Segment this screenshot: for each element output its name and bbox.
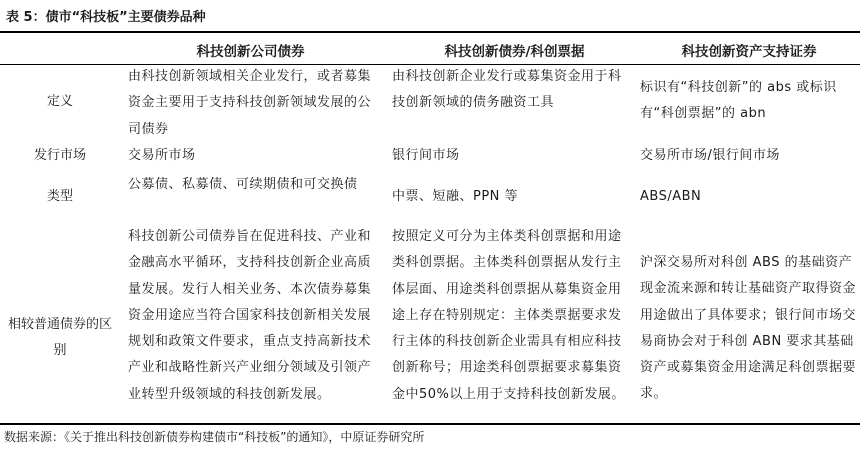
row-label-definition: 定义: [46, 94, 73, 109]
row-label-type: 类型: [46, 189, 73, 204]
column-header-tech-notes: 科技创新债券/科创票据: [444, 44, 585, 60]
top-rule: [0, 31, 860, 33]
table-cell: 按照定义可分为主体类科创票据和用途类科创票据。主体类科创票据从发行主体层面、用途类科创票据从募集资金用途上存在特别规定：主体类票据要求发行主体的科技创新企业需具有相应科技创新称号；用途类科创票据要求募集资金中50%以上用于支持科技创新发展。: [392, 229, 625, 402]
table-cell: 交易所市场/银行间市场: [640, 148, 780, 163]
row-label-difference: 相较普通债券的区别: [8, 317, 113, 358]
table-cell: 公募债、私募债、可续期债和可交换债: [128, 177, 358, 192]
source-note: 数据来源：《关于推出科技创新债券构建债市“科技板”的通知》，中原证券研究所: [4, 430, 425, 444]
table-cell: ABS/ABN: [640, 189, 702, 204]
table-cell: 标识有“科技创新”的 abs 或标识有“科创票据”的 abn: [640, 80, 837, 122]
column-header-tech-corporate-bond: 科技创新公司债券: [196, 44, 305, 60]
row-label-issue-market: 发行市场: [33, 148, 86, 163]
column-header-tech-abs: 科技创新资产支持证券: [681, 44, 817, 60]
table-cell: 由科技创新领域相关企业发行，或者募集资金主要用于支持科技创新领域发展的公司债券: [128, 69, 372, 137]
table-cell: 由科技创新企业发行或募集资金用于科技创新领域的债务融资工具: [392, 69, 622, 111]
table-cell: 交易所市场: [128, 148, 196, 163]
table-cell: 沪深交易所对科创 ABS 的基础资产现金流来源和转让基础资产取得资金用途做出了具体要求；银行间市场交易商协会对于科创 ABN 要求其基础资产或募集资金用途满足科创票据要求。: [640, 255, 857, 402]
bottom-rule: [0, 423, 860, 425]
table-cell: 中票、短融、PPN 等: [392, 189, 519, 204]
table-title: 表 5：债市“科技板”主要债券品种: [6, 10, 206, 25]
table-cell: 科技创新公司债券旨在促进科技、产业和金融高水平循环，支持科技创新企业高质量发展。发行人相关业务、本次债券募集资金用途应当符合国家科技创新相关发展规划和政策文件要求，重点支持高新技术产业和战略性新兴产业细分领域及引领产业转型升级领域的科技创新发展。: [128, 229, 372, 402]
table-cell: 银行间市场: [392, 148, 460, 163]
